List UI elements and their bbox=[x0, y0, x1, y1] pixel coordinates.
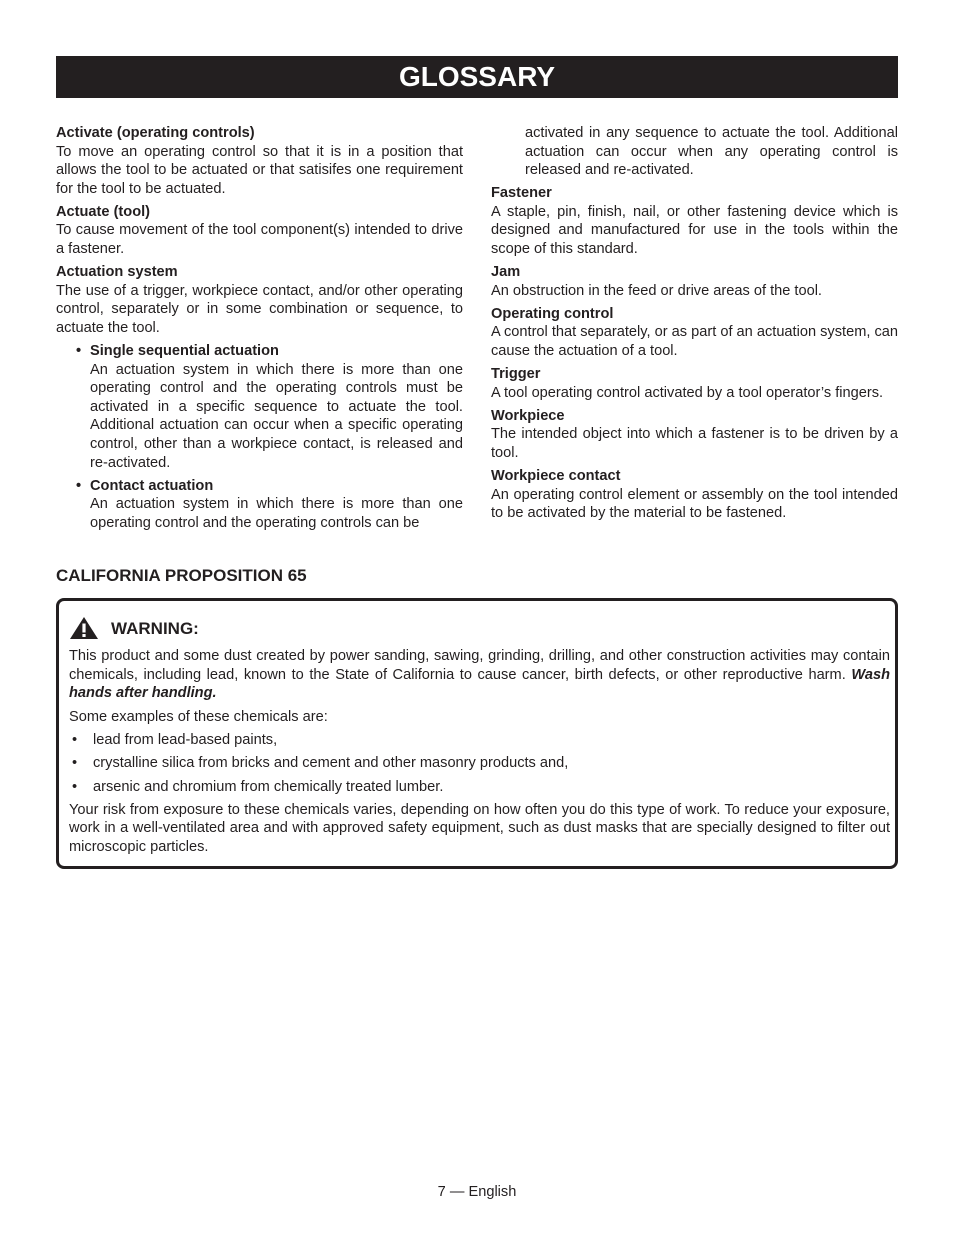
bullet-icon: • bbox=[72, 778, 78, 795]
warning-text: This product and some dust created by power sanding, sawing, grinding, drilling, and other construction activities may contain chemicals, including lead, known to the State of California to cause cancer, birth defects, or other reproductive harm. bbox=[69, 648, 890, 683]
glossary-term: Contact actuation bbox=[90, 477, 214, 494]
bullet-icon: • bbox=[76, 477, 82, 494]
list-item-text: crystalline silica from bricks and cement and other masonry products and, bbox=[93, 755, 569, 772]
warning-triangle-icon bbox=[69, 616, 99, 640]
list-item bbox=[69, 754, 890, 773]
page-title: GLOSSARY bbox=[56, 56, 898, 98]
glossary-definition: To cause movement of the tool component(s) intended to drive a fastener. bbox=[56, 222, 463, 258]
glossary-definition: An actuation system in which there is more than one operating control and the operating controls must be activated in a specific sequence to actuate the tool. Additional actuation can occur when a specific operating control, other than a workpiece contact, is released and re-activated. bbox=[90, 361, 463, 471]
glossary-definition: A control that separately, or as part of an actuation system, can cause the actuation of a tool. bbox=[491, 324, 898, 360]
list-item-text: lead from lead-based paints, bbox=[93, 732, 278, 749]
section-heading: CALIFORNIA PROPOSITION 65 bbox=[56, 566, 307, 585]
warning-emphasis: Wash hands after handling. bbox=[69, 666, 890, 702]
warning-paragraph bbox=[69, 647, 890, 703]
warning-box bbox=[56, 598, 898, 869]
list-item bbox=[69, 731, 890, 750]
bullet-icon: • bbox=[76, 343, 82, 360]
glossary-term: Operating control bbox=[491, 305, 614, 322]
glossary-subterm bbox=[76, 342, 463, 472]
glossary-term: Jam bbox=[491, 264, 521, 281]
warning-paragraph: Some examples of these chemicals are: bbox=[69, 708, 328, 725]
glossary-definition-continued: activated in any sequence to actuate the tool. Additional actuation can occur when any operating control is released and re-activated. bbox=[525, 125, 898, 179]
warning-paragraph: Your risk from exposure to these chemicals varies, depending on how often you do this type of work. To reduce your exposure, work in a well-ventilated area and with approved safety equipment, such as dust masks that are specially designed to filter out microscopic particles. bbox=[69, 801, 890, 855]
glossary-term: Actuate (tool) bbox=[56, 203, 151, 220]
glossary-definition: The use of a trigger, workpiece contact, and/or other operating control, separately or in some combination or sequence, to actuate the tool. bbox=[56, 282, 463, 336]
warning-body bbox=[69, 647, 890, 861]
glossary-definition: An operating control element or assembly on the tool intended to be activated by the material to be fastened. bbox=[491, 486, 898, 522]
glossary-subterm bbox=[76, 477, 463, 533]
glossary-definition: The intended object into which a fastener is to be driven by a tool. bbox=[491, 426, 898, 461]
list-item bbox=[69, 778, 890, 797]
bullet-icon: • bbox=[72, 755, 78, 772]
list-item-text: arsenic and chromium from chemically treated lumber. bbox=[93, 778, 444, 795]
glossary-definition: An obstruction in the feed or drive areas of the tool. bbox=[491, 282, 822, 299]
bullet-icon: • bbox=[72, 732, 78, 749]
glossary-term: Fastener bbox=[491, 185, 552, 202]
glossary-term: Trigger bbox=[491, 366, 541, 383]
glossary-term: Workpiece bbox=[491, 407, 565, 424]
glossary-definition: An actuation system in which there is more than one operating control and the operating controls can be bbox=[90, 496, 463, 531]
glossary-term: Single sequential actuation bbox=[90, 343, 279, 360]
glossary-right-column bbox=[491, 124, 898, 527]
glossary-term: Actuation system bbox=[56, 264, 178, 281]
glossary-definition: A tool operating control activated by a tool operator’s fingers. bbox=[491, 384, 884, 401]
glossary-term: Activate (operating controls) bbox=[56, 125, 255, 141]
glossary-definition: A staple, pin, finish, nail, or other fastening device which is designed and manufactured for use in the tools within the scope of this standard. bbox=[491, 203, 898, 258]
glossary-definition: To move an operating control so that it is in a position that allows the tool to be actuated or that satisifes one requirement for the tool to be actuated. bbox=[56, 143, 463, 197]
warning-label: WARNING: bbox=[111, 619, 199, 638]
glossary-term: Workpiece contact bbox=[491, 468, 621, 485]
glossary-left-column bbox=[56, 124, 463, 537]
page-footer: 7 — English bbox=[437, 1184, 517, 1200]
